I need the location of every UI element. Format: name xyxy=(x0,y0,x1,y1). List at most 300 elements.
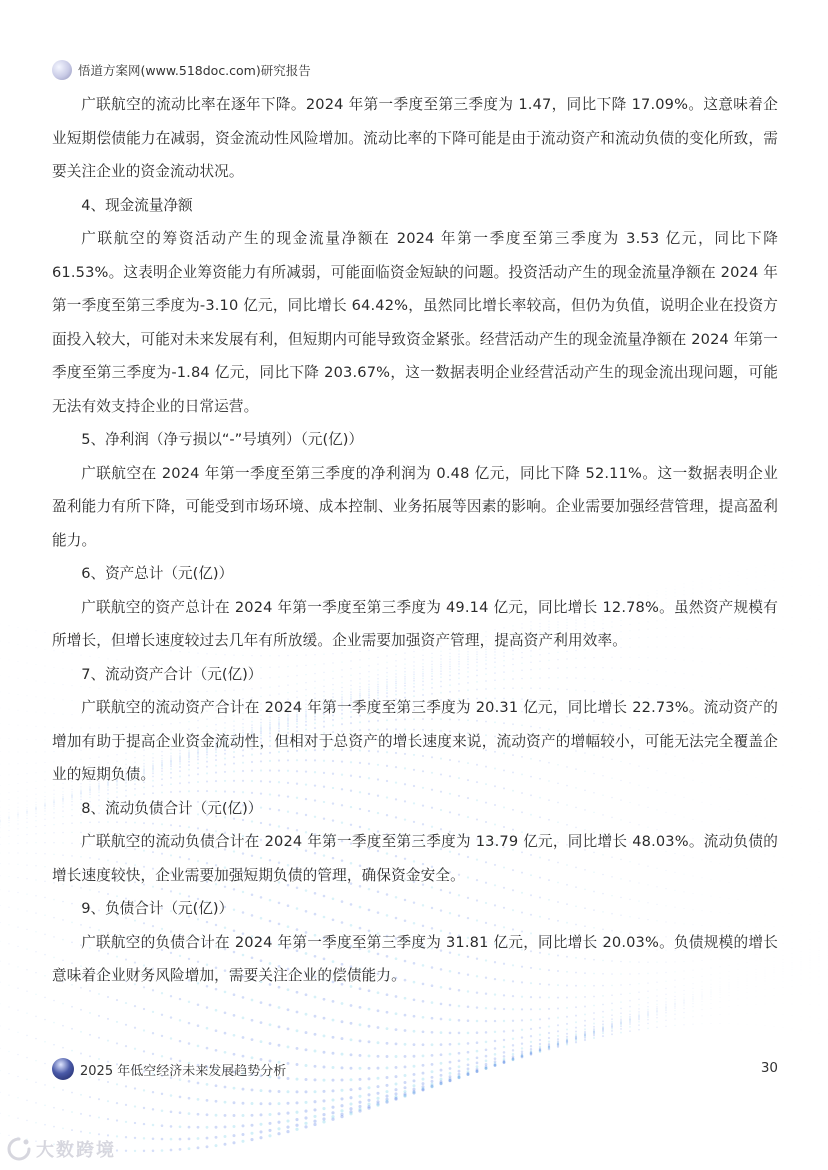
wave-dot xyxy=(36,726,37,727)
wave-dot xyxy=(783,567,784,568)
wave-dot xyxy=(359,1023,362,1026)
wave-dot xyxy=(819,862,820,863)
wave-dot xyxy=(0,982,1,983)
wave-dot xyxy=(170,1149,173,1152)
wave-dot xyxy=(197,1146,200,1149)
wave-dot xyxy=(45,649,46,650)
wave-dot xyxy=(8,1029,9,1030)
wave-dot xyxy=(359,1067,362,1070)
wave-dot xyxy=(107,1018,109,1020)
wave-dot xyxy=(35,810,36,811)
wave-dot xyxy=(449,1018,452,1021)
wave-dot xyxy=(792,965,793,966)
wave-dot xyxy=(44,825,45,826)
wave-dot xyxy=(521,1036,523,1038)
wave-dot xyxy=(774,1026,775,1027)
wave-dot xyxy=(385,1084,388,1087)
wave-dot xyxy=(322,1099,325,1102)
wave-dot xyxy=(665,1015,666,1016)
wave-dot xyxy=(44,771,45,772)
wave-dot xyxy=(792,934,793,935)
wave-dot xyxy=(810,903,811,904)
wave-dot xyxy=(44,810,45,811)
wave-dot xyxy=(819,1005,820,1006)
wave-dot xyxy=(810,563,811,564)
wave-dot xyxy=(17,817,18,818)
wave-dot xyxy=(143,1008,145,1010)
wave-dot xyxy=(810,827,811,828)
wave-dot xyxy=(161,1149,164,1152)
wave-dot xyxy=(197,1004,200,1007)
wave-dot xyxy=(26,1120,27,1121)
wave-dot xyxy=(152,1091,154,1093)
wave-dot xyxy=(0,922,1,923)
wave-dot xyxy=(224,1114,227,1117)
wave-dot xyxy=(26,807,27,808)
wave-dot xyxy=(440,1031,443,1034)
wave-dot xyxy=(161,1014,163,1016)
wave-dot xyxy=(792,948,793,949)
wave-dot xyxy=(792,889,793,890)
wave-dot xyxy=(377,1077,380,1080)
wave-dot xyxy=(413,1015,416,1018)
wave-dot xyxy=(98,1116,100,1118)
wave-dot xyxy=(413,1084,416,1087)
paragraph-current-assets: 广联航空的流动资产合计在 2024 年第一季度至第三季度为 20.31 亿元，同比增长 22.73%。流动资产的增加有助于提高企业资金流动性，但相对于总资产的增长速度来说，流动资产的增幅较小，可能无法完全覆盖企业的短期负债。 xyxy=(52,699,778,783)
wave-dot xyxy=(593,1026,595,1028)
wave-dot xyxy=(304,1090,307,1093)
wave-dot xyxy=(810,959,811,960)
wave-dot xyxy=(35,763,36,764)
wave-dot xyxy=(801,961,802,962)
wave-dot xyxy=(810,569,811,570)
wave-dot xyxy=(18,627,19,628)
wave-dot xyxy=(801,1030,802,1031)
wave-dot xyxy=(819,923,820,924)
wave-dot xyxy=(268,1113,271,1116)
wave-dot xyxy=(521,996,523,998)
wave-dot xyxy=(62,1089,64,1091)
wave-dot xyxy=(756,997,757,998)
wave-dot xyxy=(413,1079,416,1082)
wave-dot xyxy=(801,660,802,661)
wave-dot xyxy=(305,1048,308,1051)
paragraph-cash-flow: 广联航空的筹资活动产生的现金流量净额在 2024 年第一季度至第三季度为 3.53 亿元，同比下降 61.53%。这表明企业筹资能力有所减弱，可能面临资金短缺的问题。投资活动产生的现金流量净额在 2024 年第一季度至第三季度为-3.10 亿元，同比增长 64.42%，虽然同比增长率较高，但仍为负值，说明企业在投资方面投入较大，可能对未来发展有利，但短期内可能导致资金紧张。经营活动产生的现金流量净额在 2024 年第一季度至第三季度为-1.84 亿元，同比下降 203.67%，这一数据表明企业经营活动产生的现金流出现问题，可能无法有效支持企业的日常运营。 xyxy=(52,230,778,415)
wave-dot xyxy=(783,994,784,995)
wave-dot xyxy=(62,1003,64,1005)
wave-dot xyxy=(0,831,1,832)
wave-dot xyxy=(26,1013,27,1014)
wave-dot xyxy=(620,1012,622,1014)
wave-dot xyxy=(18,710,19,711)
wave-dot xyxy=(765,1025,766,1026)
wave-dot xyxy=(26,1057,27,1058)
wave-dot xyxy=(413,1030,416,1033)
wave-dot xyxy=(683,1001,684,1002)
wave-dot xyxy=(71,1028,73,1030)
wave-dot xyxy=(810,962,811,963)
wave-dot xyxy=(792,915,793,916)
wave-dot xyxy=(783,643,784,644)
wave-dot xyxy=(295,1101,298,1104)
wave-dot xyxy=(0,853,1,854)
wave-dot xyxy=(322,1117,325,1120)
wave-dot xyxy=(783,965,784,966)
wave-dot xyxy=(17,835,18,836)
wave-dot xyxy=(801,843,802,844)
wave-dot xyxy=(367,1106,370,1109)
wave-dot xyxy=(530,1045,532,1047)
wave-dot xyxy=(665,1020,666,1021)
wave-dot xyxy=(819,958,820,959)
wave-dot xyxy=(0,844,1,845)
wave-dot xyxy=(53,1022,55,1024)
wave-dot xyxy=(521,1029,523,1031)
wave-dot xyxy=(188,1112,191,1115)
wave-dot xyxy=(584,1006,586,1008)
wave-dot xyxy=(810,939,811,940)
wave-dot xyxy=(134,1150,136,1152)
wave-dot xyxy=(286,1112,289,1115)
wave-dot xyxy=(350,1078,353,1081)
wave-dot xyxy=(251,1114,254,1117)
wave-dot xyxy=(376,1085,379,1088)
wave-dot xyxy=(314,1015,317,1018)
wave-dot xyxy=(792,925,793,926)
wave-dot xyxy=(566,1016,568,1018)
wave-dot xyxy=(224,1101,227,1104)
wave-dot xyxy=(26,822,27,823)
wave-dot xyxy=(8,812,9,813)
wave-dot xyxy=(729,1014,730,1015)
wave-dot xyxy=(810,662,811,663)
wave-dot xyxy=(17,812,18,813)
wave-dot xyxy=(792,1004,793,1005)
wave-dot xyxy=(819,585,820,586)
wave-dot xyxy=(810,1004,811,1005)
wave-dot xyxy=(819,952,820,953)
wave-dot xyxy=(720,1023,721,1024)
wave-dot xyxy=(27,679,28,680)
wave-dot xyxy=(467,1058,470,1061)
wave-dot xyxy=(801,903,802,904)
wave-dot xyxy=(0,1070,1,1071)
wave-dot xyxy=(819,954,820,955)
wave-dot xyxy=(819,698,820,699)
wave-dot xyxy=(467,1032,470,1035)
wave-dot xyxy=(242,1088,245,1091)
wave-dot xyxy=(242,1017,245,1020)
wave-dot xyxy=(629,1000,631,1002)
wave-dot xyxy=(17,1097,18,1098)
wave-dot xyxy=(45,697,46,698)
wave-dot xyxy=(44,997,46,999)
wave-dot xyxy=(458,1065,461,1068)
wave-dot xyxy=(801,974,802,975)
wave-dot xyxy=(674,1003,675,1004)
wave-dot xyxy=(35,865,36,866)
wave-dot xyxy=(575,996,577,998)
wave-dot xyxy=(611,1014,613,1016)
wave-dot xyxy=(71,1111,73,1113)
wave-dot xyxy=(152,1150,155,1153)
wave-dot xyxy=(792,617,793,618)
wave-dot xyxy=(206,1137,209,1140)
wave-dot xyxy=(810,985,811,986)
wave-dot xyxy=(810,809,811,810)
wave-dot xyxy=(792,748,793,749)
wave-dot xyxy=(720,994,721,995)
wave-dot xyxy=(683,997,684,998)
wave-dot xyxy=(783,968,784,969)
wave-dot xyxy=(404,997,407,1000)
wave-dot xyxy=(674,996,675,997)
wave-dot xyxy=(17,810,18,811)
wave-dot xyxy=(692,999,693,1000)
wave-dot xyxy=(692,996,693,997)
wave-dot xyxy=(521,1008,523,1010)
wave-dot xyxy=(179,1019,181,1021)
wave-dot xyxy=(548,1048,550,1050)
wave-dot xyxy=(251,999,254,1002)
wave-dot xyxy=(8,985,9,986)
wave-dot xyxy=(9,625,10,626)
wave-dot xyxy=(422,1082,425,1085)
wave-dot xyxy=(512,1053,515,1056)
wave-dot xyxy=(332,1066,335,1069)
wave-dot xyxy=(448,1079,451,1082)
wave-dot xyxy=(71,1050,73,1052)
wave-dot xyxy=(819,994,820,995)
wave-dot xyxy=(801,876,802,877)
wave-dot xyxy=(296,1029,299,1032)
wave-dot xyxy=(36,696,37,697)
wave-dot xyxy=(476,1006,478,1008)
wave-dot xyxy=(224,1143,227,1146)
wave-dot xyxy=(783,977,784,978)
wave-dot xyxy=(9,738,10,739)
wave-dot xyxy=(377,1055,380,1058)
wave-dot xyxy=(27,739,28,740)
wave-dot xyxy=(8,963,9,964)
wave-dot xyxy=(286,1126,289,1129)
wave-dot xyxy=(269,1090,272,1093)
wave-dot xyxy=(819,829,820,830)
wave-dot xyxy=(819,962,820,963)
wave-dot xyxy=(801,826,802,827)
wave-dot xyxy=(711,1008,712,1009)
wave-dot xyxy=(638,999,640,1001)
wave-dot xyxy=(467,1063,470,1066)
wave-dot xyxy=(602,1032,604,1034)
wave-dot xyxy=(629,993,631,995)
wave-dot xyxy=(8,1094,9,1095)
wave-dot xyxy=(395,1066,398,1069)
wave-dot xyxy=(251,1038,254,1041)
header-title: 悟道方案网(www.518doc.com)研究报告 xyxy=(78,63,311,78)
wave-dot xyxy=(819,914,820,915)
wave-dot xyxy=(792,842,793,843)
wave-dot xyxy=(801,951,802,952)
wave-dot xyxy=(44,792,45,793)
paragraph-total-assets: 广联航空的资产总计在 2024 年第一季度至第三季度为 49.14 亿元，同比增长 12.78%。虽然资产规模有所增长，但增长速度较过去几年有所放缓。企业需要加强资产管理，提高资产利用效率。 xyxy=(52,598,778,649)
wave-dot xyxy=(801,965,802,966)
wave-dot xyxy=(35,794,36,795)
wave-dot xyxy=(268,1134,271,1137)
wave-dot xyxy=(26,852,27,853)
wave-dot xyxy=(35,994,36,995)
wave-dot xyxy=(17,828,18,829)
wave-dot xyxy=(161,1138,164,1141)
wave-dot xyxy=(17,864,18,865)
wave-dot xyxy=(305,1078,308,1081)
wave-dot xyxy=(810,994,811,995)
wave-dot xyxy=(80,1009,82,1011)
wave-dot xyxy=(810,618,811,619)
paragraph-current-ratio: 广联航空的流动比率在逐年下降。2024 年第一季度至第三季度为 1.47，同比下降 17.09%。这意味着企业短期偿债能力在减弱，资金流动性风险增加。流动比率的下降可能是由于流动资产和流动负债的变化所致，需要关注企业的资金流动状况。 xyxy=(52,96,778,180)
wave-dot xyxy=(0,875,1,876)
wave-dot xyxy=(729,995,730,996)
wave-dot xyxy=(27,752,28,753)
wave-dot xyxy=(44,806,45,807)
wave-dot xyxy=(35,804,36,805)
wave-dot xyxy=(638,1013,640,1015)
wave-dot xyxy=(80,1031,82,1033)
wave-dot xyxy=(747,1005,748,1006)
wave-dot xyxy=(170,1094,173,1097)
wave-dot xyxy=(656,1011,657,1012)
wave-dot xyxy=(215,1009,218,1012)
wave-dot xyxy=(575,1015,577,1017)
header-logo-icon xyxy=(52,60,72,80)
wave-dot xyxy=(810,978,811,979)
wave-dot xyxy=(729,1000,730,1001)
wave-dot xyxy=(503,1008,505,1010)
wave-dot xyxy=(9,792,10,793)
wave-dot xyxy=(476,1056,479,1059)
wave-dot xyxy=(44,762,45,763)
wave-dot xyxy=(385,1100,388,1103)
wave-dot xyxy=(241,1140,244,1143)
wave-dot xyxy=(476,1062,479,1065)
wave-dot xyxy=(530,1035,532,1037)
wave-dot xyxy=(341,1037,344,1040)
wave-dot xyxy=(44,751,45,752)
wave-dot xyxy=(810,960,811,961)
wave-dot xyxy=(756,1013,757,1014)
wave-dot xyxy=(9,724,10,725)
wave-dot xyxy=(819,1033,820,1034)
wave-dot xyxy=(35,788,36,789)
wave-dot xyxy=(440,1069,443,1072)
wave-dot xyxy=(783,971,784,972)
wave-dot xyxy=(260,1001,263,1004)
wave-dot xyxy=(792,578,793,579)
wave-dot xyxy=(810,696,811,697)
wave-dot xyxy=(233,1114,236,1117)
wave-dot xyxy=(539,1043,541,1045)
wave-dot xyxy=(44,712,45,713)
wave-dot xyxy=(665,1010,666,1011)
wave-dot xyxy=(305,1064,308,1067)
wave-dot xyxy=(17,1009,18,1010)
wave-dot xyxy=(810,595,811,596)
wave-dot xyxy=(422,1000,425,1003)
wave-dot xyxy=(467,1006,470,1009)
wave-dot xyxy=(557,1030,559,1032)
wave-dot xyxy=(260,1089,263,1092)
wave-dot xyxy=(512,1020,514,1022)
wave-dot xyxy=(548,1040,550,1042)
wave-dot xyxy=(701,1023,702,1024)
wave-dot xyxy=(386,1066,389,1069)
wave-dot xyxy=(8,836,9,837)
wave-dot xyxy=(801,955,802,956)
wave-dot xyxy=(0,1003,1,1004)
wave-dot xyxy=(711,996,712,997)
wave-dot xyxy=(692,997,693,998)
wave-dot xyxy=(395,1075,398,1078)
wave-dot xyxy=(783,562,784,563)
wave-dot xyxy=(0,1048,1,1049)
wave-dot xyxy=(801,963,802,964)
wave-dot xyxy=(233,1087,236,1090)
wave-dot xyxy=(313,1090,316,1093)
wave-dot xyxy=(674,999,675,1000)
wave-dot xyxy=(810,952,811,953)
wave-dot xyxy=(322,1107,325,1110)
wave-dot xyxy=(647,1009,648,1010)
wave-dot xyxy=(566,1007,568,1009)
wave-dot xyxy=(62,1128,64,1130)
wave-dot xyxy=(512,1038,514,1040)
wave-dot xyxy=(313,1100,316,1103)
wave-dot xyxy=(395,995,398,998)
wave-dot xyxy=(26,809,27,810)
wave-dot xyxy=(170,1111,173,1114)
wave-dot xyxy=(449,1067,452,1070)
wave-dot xyxy=(331,1098,334,1101)
wave-dot xyxy=(152,1138,155,1141)
wave-dot xyxy=(783,955,784,956)
wave-dot xyxy=(539,1051,542,1054)
wave-dot xyxy=(376,1092,379,1095)
wave-dot xyxy=(250,1132,253,1135)
wave-dot xyxy=(792,729,793,730)
wave-dot xyxy=(638,1029,640,1031)
wave-dot xyxy=(422,1078,425,1081)
wave-dot xyxy=(557,1024,559,1026)
wave-dot xyxy=(395,1028,398,1031)
wave-dot xyxy=(711,1015,712,1016)
wave-dot xyxy=(584,1039,586,1041)
wave-dot xyxy=(783,573,784,574)
wave-dot xyxy=(134,1122,136,1124)
wave-dot xyxy=(629,1010,631,1012)
wave-dot xyxy=(494,1047,497,1050)
wave-dot xyxy=(683,999,684,1000)
wave-dot xyxy=(287,1090,290,1093)
wave-dot xyxy=(792,606,793,607)
wave-dot xyxy=(530,1053,533,1056)
wave-dot xyxy=(819,1018,820,1019)
wave-dot xyxy=(134,1048,136,1050)
wave-dot xyxy=(250,1138,253,1141)
wave-dot xyxy=(277,1121,280,1124)
wave-dot xyxy=(341,1066,344,1069)
wave-dot xyxy=(647,1011,648,1012)
wave-dot xyxy=(206,1145,209,1148)
